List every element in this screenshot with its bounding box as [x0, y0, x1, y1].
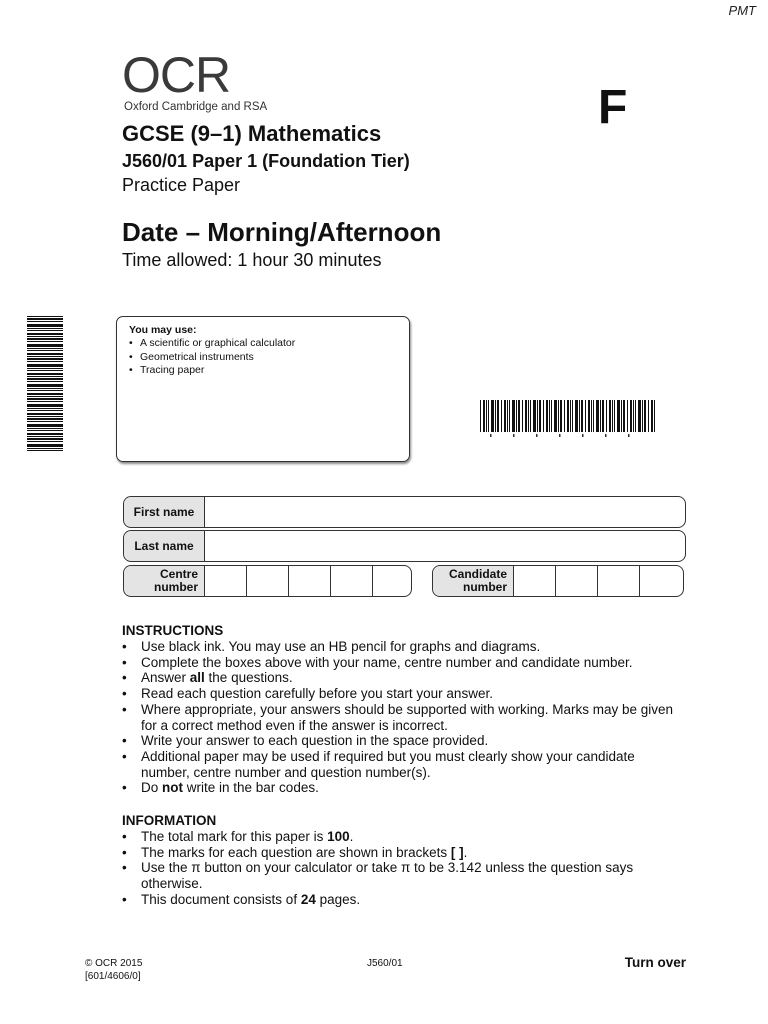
information-item: • This document consists of 24 pages.	[122, 892, 682, 908]
instructions-heading: INSTRUCTIONS	[122, 623, 224, 638]
instructions-item: • Complete the boxes above with your name, centre number and candidate number.	[122, 655, 682, 671]
information-item: • The marks for each question are shown in brackets [ ].	[122, 845, 682, 861]
centre-number-cell[interactable]	[373, 566, 411, 596]
may-use-item: • Tracing paper	[129, 364, 295, 378]
paper-type: Practice Paper	[122, 175, 241, 195]
centre-number-cell[interactable]	[289, 566, 331, 596]
may-use-item: • A scientific or graphical calculator	[129, 337, 295, 351]
ocr-logo: OCR	[122, 47, 231, 103]
information-item: • Use the π button on your calculator or take π to be 3.142 unless the question says otherwise.	[122, 860, 682, 891]
tier-letter: F	[598, 81, 628, 134]
pmt-watermark: PMT	[728, 3, 756, 18]
information-heading: INFORMATION	[122, 813, 217, 828]
instructions-list	[122, 639, 682, 796]
candidate-number-cell[interactable]	[598, 566, 640, 596]
may-use-box	[116, 316, 410, 462]
instructions-item: • Read each question carefully before you start your answer.	[122, 686, 682, 702]
last-name-field[interactable]	[123, 530, 686, 562]
exam-date: Date – Morning/Afternoon	[122, 217, 442, 247]
time-allowed: Time allowed: 1 hour 30 minutes	[122, 250, 382, 270]
candidate-number-field[interactable]	[432, 565, 684, 597]
instructions-item: • Use black ink. You may use an HB pencil for graphs and diagrams.	[122, 639, 682, 655]
qualification-title: GCSE (9–1) Mathematics	[122, 121, 382, 146]
centre-number-label: Centre number	[124, 566, 205, 596]
instructions-item: • Write your answer to each question in the space provided.	[122, 733, 682, 749]
candidate-number-cell[interactable]	[514, 566, 556, 596]
centre-number-cell[interactable]	[205, 566, 247, 596]
instructions-item: • Answer all the questions.	[122, 670, 682, 686]
instructions-item: • Where appropriate, your answers should be supported with working. Marks may be given for a correct method even if the answer is incorrect.	[122, 702, 682, 733]
centre-number-cell[interactable]	[247, 566, 289, 596]
centre-number-field[interactable]	[123, 565, 412, 597]
last-name-label: Last name	[124, 531, 205, 561]
turn-over: Turn over	[624, 955, 686, 970]
paper-title: J560/01 Paper 1 (Foundation Tier)	[122, 151, 410, 171]
information-list	[122, 829, 682, 908]
information-item: • The total mark for this paper is 100.	[122, 829, 682, 845]
may-use-heading: You may use:	[129, 324, 197, 336]
ocr-logo-subtitle: Oxford Cambridge and RSA	[124, 101, 268, 113]
copyright: © OCR 2015	[85, 958, 143, 969]
first-name-label: First name	[124, 497, 205, 527]
first-name-field[interactable]	[123, 496, 686, 528]
vertical-barcode	[27, 316, 63, 453]
horizontal-barcode	[478, 400, 658, 438]
spec-code: J560/01	[367, 958, 403, 969]
document-code: [601/4606/0]	[85, 971, 141, 982]
candidate-number-cell[interactable]	[556, 566, 598, 596]
instructions-item: • Additional paper may be used if required but you must clearly show your candidate number, centre number and question number(s).	[122, 749, 682, 780]
centre-number-cell[interactable]	[331, 566, 373, 596]
candidate-number-cell[interactable]	[640, 566, 683, 596]
may-use-item: • Geometrical instruments	[129, 351, 295, 365]
instructions-item: • Do not write in the bar codes.	[122, 780, 682, 796]
candidate-number-label: Candidate number	[433, 566, 514, 596]
